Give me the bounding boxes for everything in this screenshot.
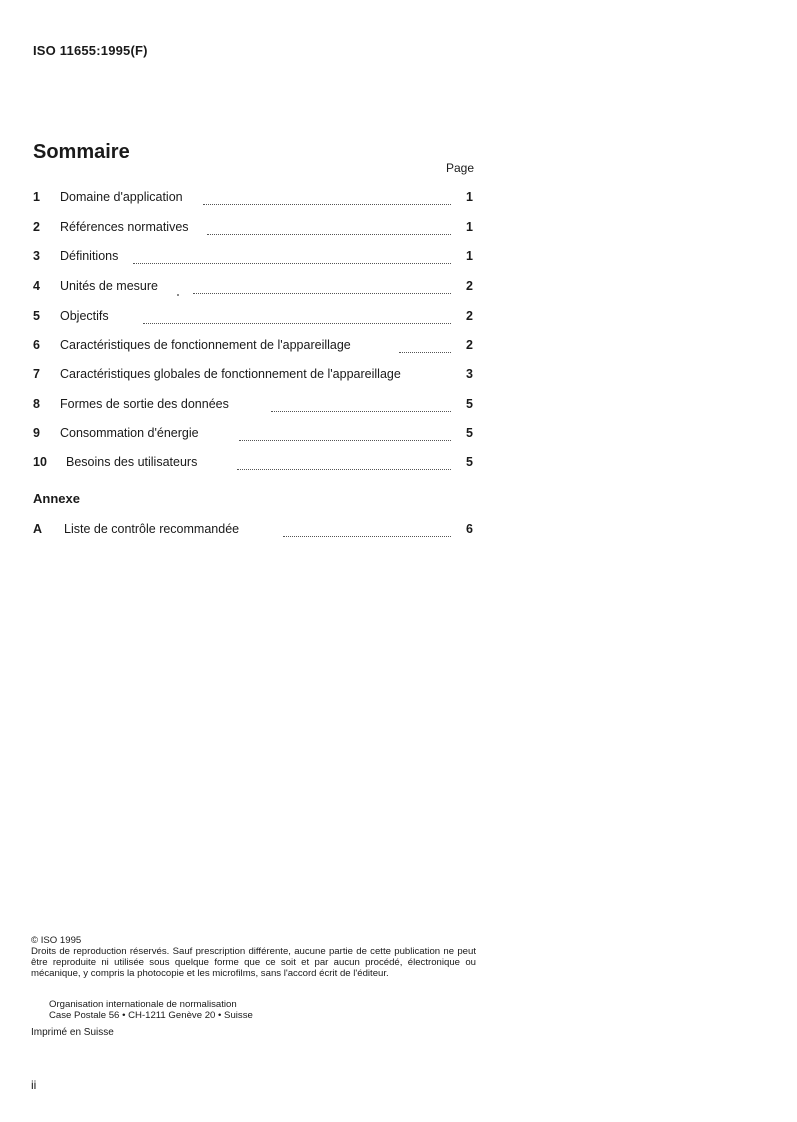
printed-in: Imprimé en Suisse (31, 1027, 114, 1038)
annex-page: 6 (466, 522, 473, 536)
toc-label: Formes de sortie des données (60, 397, 235, 411)
toc-entry[interactable] (33, 455, 473, 473)
toc-entry[interactable] (33, 426, 473, 444)
toc-page: 5 (466, 455, 473, 469)
rights-notice: Droits de reproduction réservés. Sauf prescription différente, aucune partie de cette publication ne peut être reproduite ni utilisée sous quelque forme que ce soit et par aucun procédé, électronique ou mécanique, y compris la photocopie et les microfilms, sans l'accord écrit de l'éditeur. (31, 946, 476, 979)
toc-leader (133, 253, 451, 264)
toc-number: 8 (33, 397, 40, 411)
annex-heading: Annexe (33, 491, 80, 506)
toc-page: 5 (466, 426, 473, 440)
page-title: Sommaire (33, 141, 130, 163)
toc-leader (203, 194, 451, 205)
toc-entry[interactable] (33, 249, 473, 267)
toc-leader (399, 342, 451, 353)
toc-entry[interactable] (33, 338, 473, 356)
annex-entry[interactable] (33, 522, 473, 540)
toc-page: 1 (466, 190, 473, 204)
toc-leader (283, 526, 451, 537)
toc-label: Définitions (60, 249, 124, 263)
copyright-line: © ISO 1995 (31, 935, 82, 946)
scan-speck (177, 294, 179, 296)
toc-label: Objectifs (60, 309, 115, 323)
toc-page: 5 (466, 397, 473, 411)
toc-number: 6 (33, 338, 40, 352)
toc-page: 1 (466, 220, 473, 234)
copyright-block (31, 935, 476, 979)
toc-page: 2 (466, 338, 473, 352)
toc-number: 2 (33, 220, 40, 234)
annex-label: Liste de contrôle recommandée (64, 522, 245, 536)
toc-number: 10 (33, 455, 47, 469)
toc-leader (239, 430, 451, 441)
organisation-block (49, 999, 253, 1021)
toc-label: Caractéristiques globales de fonctionnement de l'appareillage (60, 367, 407, 381)
toc-entry[interactable] (33, 190, 473, 208)
organisation-address: Case Postale 56 • CH-1211 Genève 20 • Suisse (49, 1010, 253, 1021)
toc-entry[interactable] (33, 279, 473, 297)
toc-page: 2 (466, 309, 473, 323)
toc-leader (143, 313, 451, 324)
toc-entry[interactable] (33, 367, 473, 385)
toc-label: Unités de mesure (60, 279, 164, 293)
toc-entry[interactable] (33, 220, 473, 238)
organisation-name: Organisation internationale de normalisation (49, 999, 237, 1010)
toc-page: 2 (466, 279, 473, 293)
toc-number: 9 (33, 426, 40, 440)
toc-label: Domaine d'application (60, 190, 189, 204)
toc-leader (207, 224, 451, 235)
toc-label: Besoins des utilisateurs (66, 455, 203, 469)
toc-number: 4 (33, 279, 40, 293)
toc-leader (271, 401, 451, 412)
toc-label: Consommation d'énergie (60, 426, 205, 440)
toc-label: Références normatives (60, 220, 195, 234)
toc-leader (237, 459, 451, 470)
toc-number: 7 (33, 367, 40, 381)
page-column-label: Page (446, 161, 475, 175)
toc-page: 3 (466, 367, 473, 381)
annex-letter: A (33, 522, 43, 536)
toc-number: 1 (33, 190, 40, 204)
toc-page: 1 (466, 249, 473, 263)
toc-leader (193, 283, 451, 294)
toc-entry[interactable] (33, 309, 473, 327)
toc-number: 5 (33, 309, 40, 323)
toc-entry[interactable] (33, 397, 473, 415)
toc-number: 3 (33, 249, 40, 263)
page-number: ii (31, 1078, 37, 1092)
toc-label: Caractéristiques de fonctionnement de l'appareillage (60, 338, 357, 352)
document-code: ISO 11655:1995(F) (33, 43, 148, 58)
